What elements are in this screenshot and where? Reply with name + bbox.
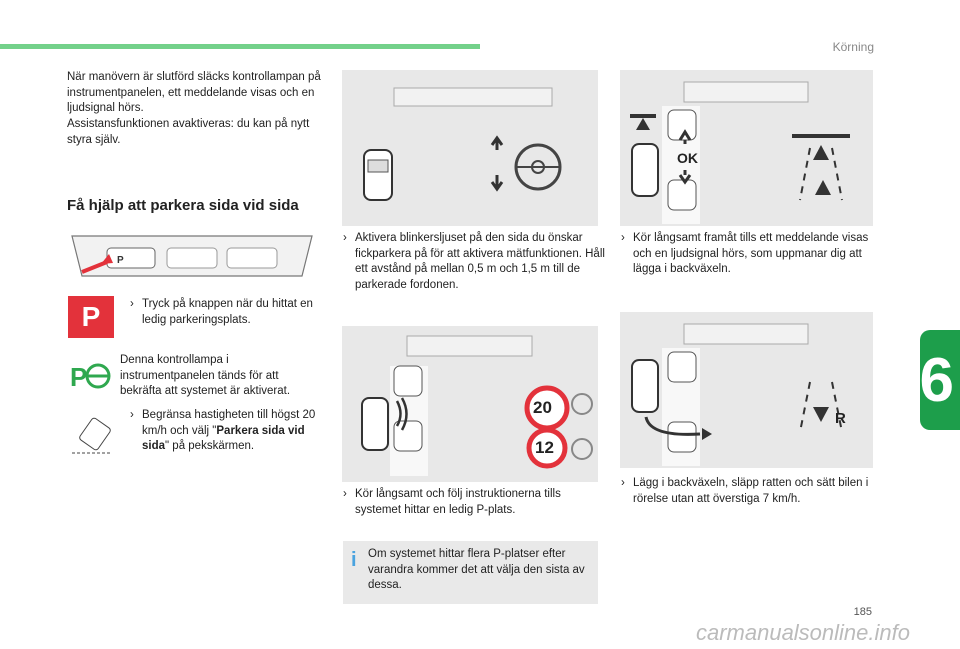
park-assist-button-icon: P <box>68 296 114 338</box>
bullet-drive-forward: › Kör långsamt framåt tills ett meddelande visas och en ljudsignal hörs, som uppmanar dig att lägga i backväxeln. <box>621 232 869 275</box>
info-icon: i <box>351 549 357 571</box>
info-box <box>343 541 598 604</box>
bullet-activate-indicator: › Aktivera blinkersljuset på den sida du önskar fickparkera på för att aktivera mätfunktionen. Håll ett avstånd på mellan 0,5 m och 1,5 m till de parkerade fordonen. <box>343 232 605 291</box>
illustration-drive-forward <box>620 70 873 226</box>
bullet-reverse: › Lägg i backväxeln, släpp ratten och sätt bilen i rörelse utan att överstiga 7 km/h. <box>621 477 869 505</box>
bullet-limit-speed: › Begränsa hastigheten till högst 20 km/h och välj "Parkera sida vid sida" på pekskärmen. <box>130 409 316 452</box>
bullet-arrow-icon: › <box>343 232 347 244</box>
illustration-activate-indicator <box>342 70 598 226</box>
reverse-gear-label: R <box>835 410 846 427</box>
section-title: Få hjälp att parkera sida vid sida <box>67 197 299 214</box>
lamp-description: Denna kontrollampa i instrumentpanelen tänds för att bekräfta att systemet är aktiverat. <box>120 354 291 397</box>
svg-text:P: P <box>70 362 88 392</box>
header-bar <box>0 44 480 49</box>
chapter-number: 6 <box>919 346 954 415</box>
illustration-speed-guidance <box>342 326 598 482</box>
illustration-reverse <box>620 312 873 468</box>
info-text: Om systemet hittar flera P-platser efter varandra kommer det att välja den sista av dessa. <box>368 548 585 591</box>
intro-text-2: Assistansfunktionen avaktiveras: du kan på nytt styra själv. <box>67 118 310 146</box>
bullet-arrow-icon: › <box>343 488 347 500</box>
intro-text-1: När manövern är slutförd släcks kontrollampan på instrumentpanelen, ett meddelande visas och en ljudsignal hörs. <box>67 71 321 114</box>
svg-text:P: P <box>117 255 124 266</box>
bullet-press-button: › Tryck på knappen när du hittat en ledig parkeringsplats. <box>130 298 313 326</box>
park-assist-warning-lamp-icon <box>68 358 114 392</box>
bullet-arrow-icon: › <box>621 232 625 244</box>
ok-label: OK <box>677 150 698 166</box>
bullet-drive-slowly: › Kör långsamt och följ instruktionerna tills systemet hittar en ledig P-plats. <box>343 488 561 516</box>
bullet-arrow-icon: › <box>130 409 134 421</box>
bullet-arrow-icon: › <box>130 298 134 310</box>
section-header: Körning <box>832 40 874 54</box>
page-number: 185 <box>853 606 872 618</box>
speed-sign-20: 20 <box>533 398 552 417</box>
bullet-arrow-icon: › <box>621 477 625 489</box>
console-button-illustration <box>67 226 317 289</box>
watermark: carmanualsonline.info <box>695 620 910 645</box>
speed-sign-12: 12 <box>535 438 554 457</box>
touchscreen-hand-icon <box>70 413 114 457</box>
